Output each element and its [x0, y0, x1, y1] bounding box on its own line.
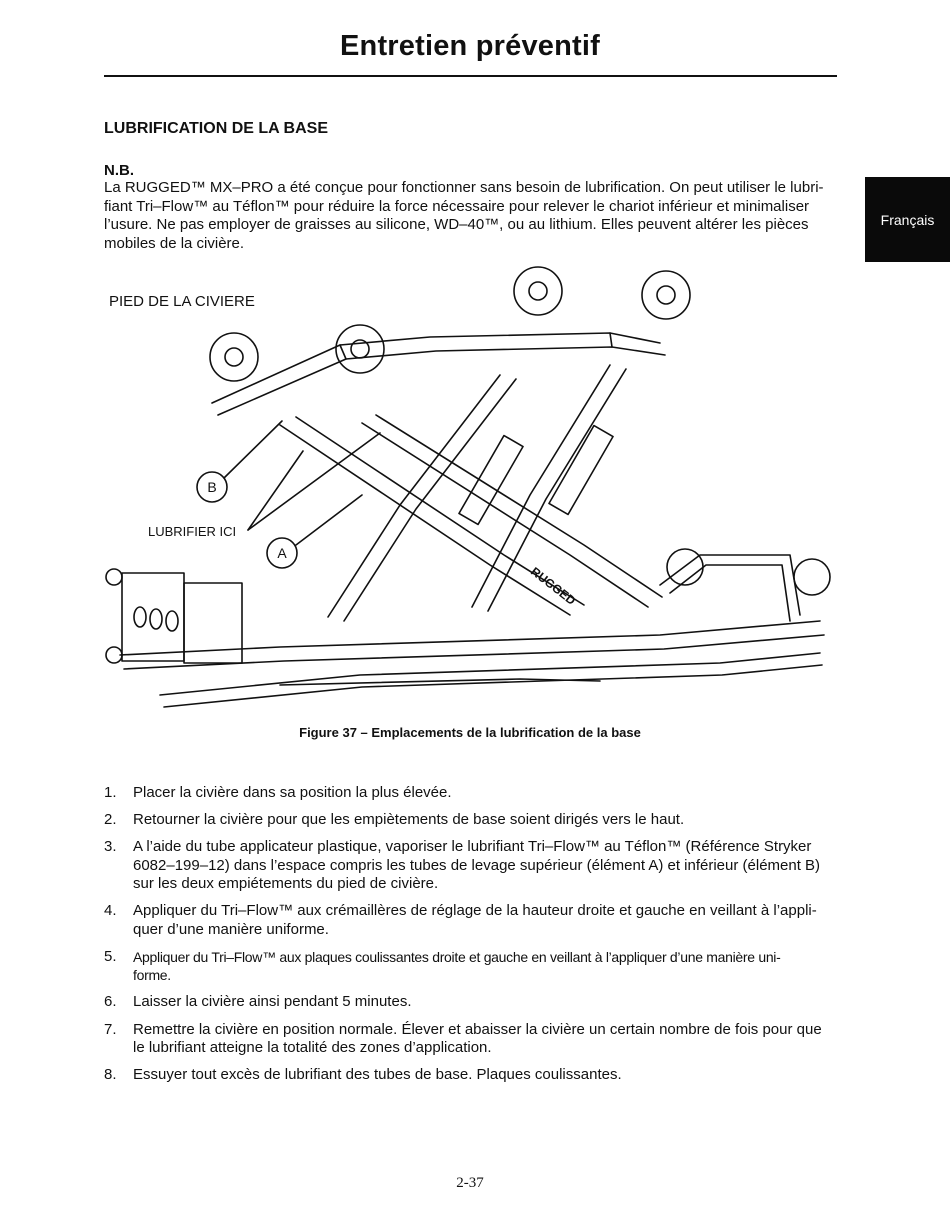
list-item	[104, 784, 838, 803]
section-heading: LUBRIFICATION DE LA BASE	[104, 120, 328, 137]
step-text: Remettre la civière en position normale. Élever et abaisser la civière un certain nombre de fois pour que le lubrifiant atteigne la totalité des zones d’application.	[133, 1020, 822, 1057]
step-text: Retourner la civière pour que les empiètements de base soient dirigés vers le haut.	[133, 811, 685, 829]
figure-caption: Figure 37 – Emplacements de la lubrification de la base	[299, 725, 641, 740]
list-item	[104, 1066, 838, 1085]
box-hole	[134, 607, 146, 627]
step-number: 1.	[104, 784, 117, 801]
note-paragraph	[104, 179, 838, 253]
step-text: Placer la civière dans sa position la plus élevée.	[133, 784, 452, 801]
upper-cross-tube	[610, 333, 612, 347]
caster-wheel	[514, 267, 562, 315]
leader-line	[248, 451, 303, 530]
stretcher-line-drawing	[100, 255, 840, 715]
upper-frame-rail	[218, 347, 665, 415]
callout-a-label: A	[277, 545, 287, 561]
step-text: Appliquer du Tri–Flow™ aux plaques coulissantes droite et gauche en veillant à l’appliquer d’une manière uni- forme.	[133, 948, 781, 984]
figure-label-foot: PIED DE LA CIVIERE	[109, 293, 255, 310]
caster-wheel	[657, 286, 675, 304]
step-text: Essuyer tout excès de lubrifiant des tubes de base. Plaques coulissantes.	[133, 1066, 622, 1084]
list-item	[104, 838, 838, 894]
upper-cross-tube	[340, 345, 346, 359]
title-divider	[104, 75, 837, 77]
step-number: 4.	[104, 902, 117, 920]
caster-wheel	[225, 348, 243, 366]
figure-label-lubricate: LUBRIFIER ICI	[148, 524, 237, 539]
stretcher-base-figure	[100, 255, 840, 715]
language-tab[interactable]: Français	[865, 177, 950, 262]
box-hole	[150, 609, 162, 629]
step-number: 8.	[104, 1066, 117, 1084]
note-line: l’usure. Ne pas employer de graisses au silicone, WD–40™, ou au lithium. Elles peuvent altérer les pièces	[104, 216, 809, 233]
callout-b-label: B	[207, 479, 217, 495]
leader-line	[224, 421, 282, 478]
lift-tube	[344, 379, 516, 621]
step-number: 3.	[104, 838, 117, 856]
base-rail	[160, 653, 820, 695]
box-hole	[166, 611, 178, 631]
base-rail	[120, 621, 820, 655]
step-number: 5.	[104, 947, 117, 965]
page-title: Entretien préventif	[339, 30, 600, 62]
leader-line	[296, 495, 362, 545]
list-item	[104, 948, 838, 985]
lift-tube	[280, 425, 570, 615]
caster-wheel	[794, 559, 830, 595]
list-item	[104, 902, 838, 939]
caster-wheel	[210, 333, 258, 381]
lift-cylinder	[549, 426, 613, 515]
procedure-list	[104, 784, 838, 1093]
note-line: fiant Tri–Flow™ au Téflon™ pour réduire la force nécessaire pour relever le chariot inférieur et minimaliser	[104, 197, 810, 215]
note-label: N.B.	[104, 162, 134, 179]
list-item	[104, 1021, 838, 1058]
foot-end-box	[122, 573, 184, 661]
step-text: Laisser la civière ainsi pendant 5 minutes.	[133, 993, 412, 1011]
step-number: 2.	[104, 811, 117, 829]
caster-wheel	[642, 271, 690, 319]
lift-cylinder	[459, 436, 523, 525]
head-frame	[670, 565, 790, 621]
step-number: 7.	[104, 1020, 117, 1038]
caster-wheel	[336, 325, 384, 373]
step-number: 6.	[104, 993, 117, 1011]
caster-wheel	[106, 569, 122, 585]
note-line: La RUGGED™ MX–PRO a été conçue pour fonctionner sans besoin de lubrification. On peut utiliser le lubri-	[104, 179, 824, 196]
page-number: 2-37	[456, 1175, 484, 1191]
note-line: mobiles de la civière.	[104, 234, 245, 252]
step-text: A l’aide du tube applicateur plastique, vaporiser le lubrifiant Tri–Flow™ au Téflon™ (Référence Stryker 6082–199–12) dans l’espace compris les tubes de levage supérieur (élément A) et inférieur (élément B) sur les deux empiétements du pied de civière.	[133, 838, 821, 893]
brand-lettering: RUGGED	[528, 564, 579, 608]
caster-wheel	[529, 282, 547, 300]
list-item	[104, 993, 838, 1012]
step-text: Appliquer du Tri–Flow™ aux crémaillères de réglage de la hauteur droite et gauche en veillant à l’appli- quer d’une manière uniforme.	[133, 902, 817, 938]
list-item	[104, 811, 838, 830]
